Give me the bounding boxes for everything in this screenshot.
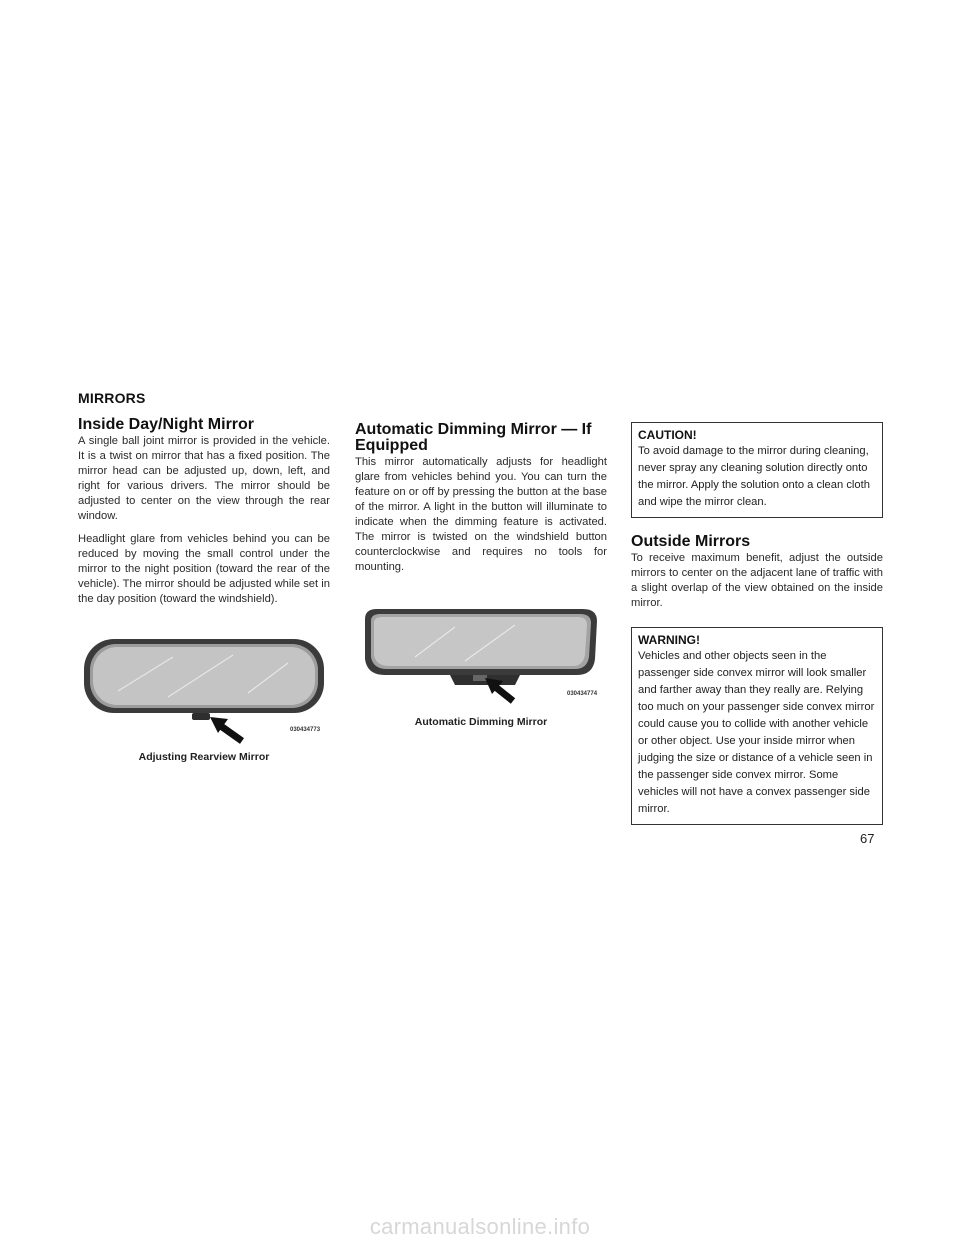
figure-code: 030434773	[290, 727, 321, 733]
page-number: 67	[860, 831, 875, 846]
figure-auto-dimming-mirror	[355, 605, 607, 735]
section-title: MIRRORS	[78, 390, 146, 406]
watermark: carmanualsonline.info	[369, 1214, 591, 1239]
caution-box	[631, 422, 883, 518]
paragraph: Headlight glare from vehicles behind you can be reduced by moving the small control under the mirror to the night position (toward the rear of the vehicle). The mirror should be adjusted while set in the day position (toward the windshield).	[78, 533, 330, 605]
caution-text: To avoid damage to the mirror during cleaning, never spray any cleaning solution directly onto the mirror. Apply the solution onto a clean cloth and wipe the mirror clean.	[638, 445, 870, 508]
column-left	[78, 390, 330, 761]
paragraph: This mirror automatically adjusts for headlight glare from vehicles behind you. You can turn the feature on or off by pressing the button at the base of the mirror. A light in the button will illuminate to indicate when the dimming feature is activated. The mirror is twisted on the windshield button counterclockwise and requires no tools for mounting.	[355, 456, 607, 573]
paragraph: To receive maximum benefit, adjust the outside mirrors to center on the adjacent lane of traffic with a slight overlap of the view obtained on the inside mirror.	[631, 552, 883, 609]
warning-text: Vehicles and other objects seen in the passenger side convex mirror will look smaller and farther away than they really are. Relying too much on your passenger side convex mirror could cause you to collide with another vehicle or other object. Use your inside mirror when judging the size or distance of a vehicle seen in the passenger side convex mirror. Some vehicles will not have a convex passenger side mirror.	[638, 650, 875, 815]
column-middle	[355, 422, 607, 735]
warning-title: WARNING!	[638, 633, 700, 647]
warning-box	[631, 627, 883, 825]
subhead-outside-mirrors: Outside Mirrors	[631, 533, 751, 550]
figure-caption: Adjusting Rearview Mirror	[138, 751, 270, 763]
column-right	[631, 422, 883, 841]
subhead-auto-dimming: Automatic Dimming Mirror — If Equipped	[355, 421, 592, 454]
caution-title: CAUTION!	[638, 428, 697, 442]
figure-rearview-mirror	[78, 629, 330, 761]
figure-caption: Automatic Dimming Mirror	[414, 716, 548, 728]
figure-code: 030434774	[567, 691, 598, 697]
arrow-icon	[210, 717, 242, 741]
subhead-inside-mirror: Inside Day/Night Mirror	[78, 416, 255, 433]
paragraph: A single ball joint mirror is provided in the vehicle. It is a twist on mirror that has a fixed position. The mirror head can be adjusted up, down, left, and right for various drivers. The mirror should be adjusted to center on the view through the rear window.	[78, 435, 330, 522]
